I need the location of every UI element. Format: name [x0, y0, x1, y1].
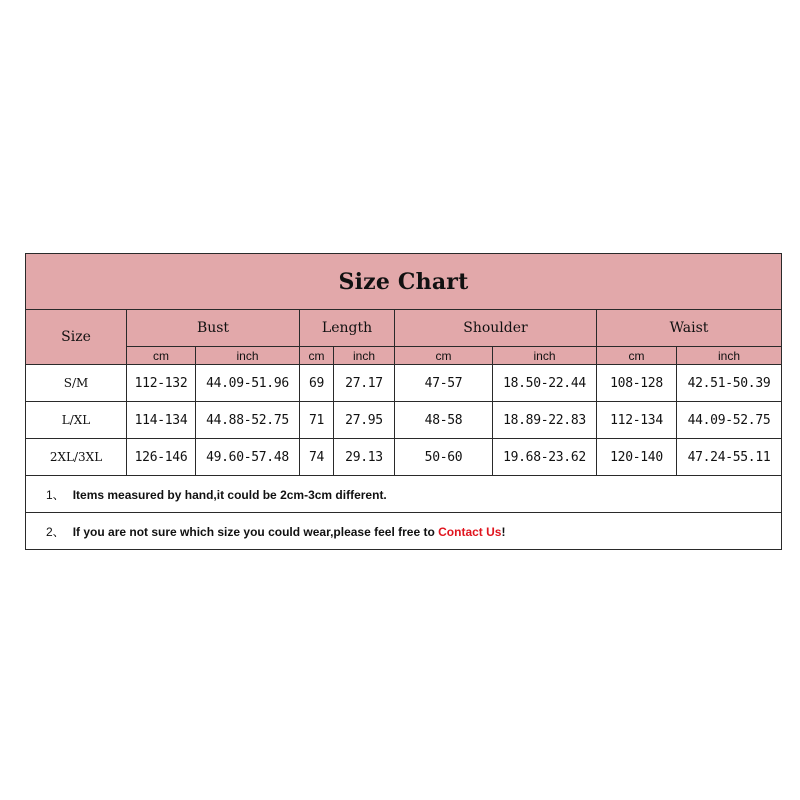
table-cell: 112-132	[127, 365, 196, 402]
length-cm-unit: cm	[300, 347, 334, 365]
bust-cm-unit: cm	[127, 347, 196, 365]
table-cell: 108-128	[597, 365, 677, 402]
table-cell: 114-134	[127, 402, 196, 439]
table-cell: 44.09-52.75	[677, 402, 782, 439]
measurement-note	[26, 476, 782, 513]
table-cell: 71	[300, 402, 334, 439]
table-cell: 112-134	[597, 402, 677, 439]
table-cell: 18.50-22.44	[493, 365, 597, 402]
shoulder-header: Shoulder	[395, 310, 597, 347]
table-cell: 42.51-50.39	[677, 365, 782, 402]
table-cell: 69	[300, 365, 334, 402]
note-number: 1、	[46, 487, 65, 502]
size-chart-table	[25, 253, 782, 550]
contact-us-link[interactable]: Contact Us	[438, 524, 502, 539]
waist-inch-unit: inch	[677, 347, 782, 365]
size-column-header: Size	[26, 310, 127, 365]
contact-note	[26, 513, 782, 550]
table-cell: 48-58	[395, 402, 493, 439]
note-text: If you are not sure which size you could wear,please feel free to	[72, 524, 439, 539]
table-row	[26, 402, 782, 439]
waist-cm-unit: cm	[597, 347, 677, 365]
note-end-mark: !	[501, 524, 506, 539]
chart-title: Size Chart	[26, 254, 782, 310]
note-text: Items measured by hand,it could be 2cm-3cm different.	[72, 487, 387, 502]
table-row	[26, 365, 782, 402]
shoulder-cm-unit: cm	[395, 347, 493, 365]
table-cell: 19.68-23.62	[493, 439, 597, 476]
table-row	[26, 439, 782, 476]
table-cell: 18.89-22.83	[493, 402, 597, 439]
waist-header: Waist	[597, 310, 782, 347]
bust-header: Bust	[127, 310, 300, 347]
table-cell: 44.88-52.75	[196, 402, 300, 439]
table-cell: 27.17	[334, 365, 395, 402]
length-header: Length	[300, 310, 395, 347]
note-number: 2、	[46, 524, 65, 539]
table-cell: 49.60-57.48	[196, 439, 300, 476]
length-inch-unit: inch	[334, 347, 395, 365]
bust-inch-unit: inch	[196, 347, 300, 365]
table-cell: 47.24-55.11	[677, 439, 782, 476]
size-label: L/XL	[26, 402, 127, 439]
table-cell: 29.13	[334, 439, 395, 476]
table-cell: 47-57	[395, 365, 493, 402]
table-cell: 44.09-51.96	[196, 365, 300, 402]
size-label: S/M	[26, 365, 127, 402]
table-cell: 120-140	[597, 439, 677, 476]
table-cell: 126-146	[127, 439, 196, 476]
table-cell: 27.95	[334, 402, 395, 439]
shoulder-inch-unit: inch	[493, 347, 597, 365]
size-label: 2XL/3XL	[26, 439, 127, 476]
table-cell: 50-60	[395, 439, 493, 476]
table-cell: 74	[300, 439, 334, 476]
